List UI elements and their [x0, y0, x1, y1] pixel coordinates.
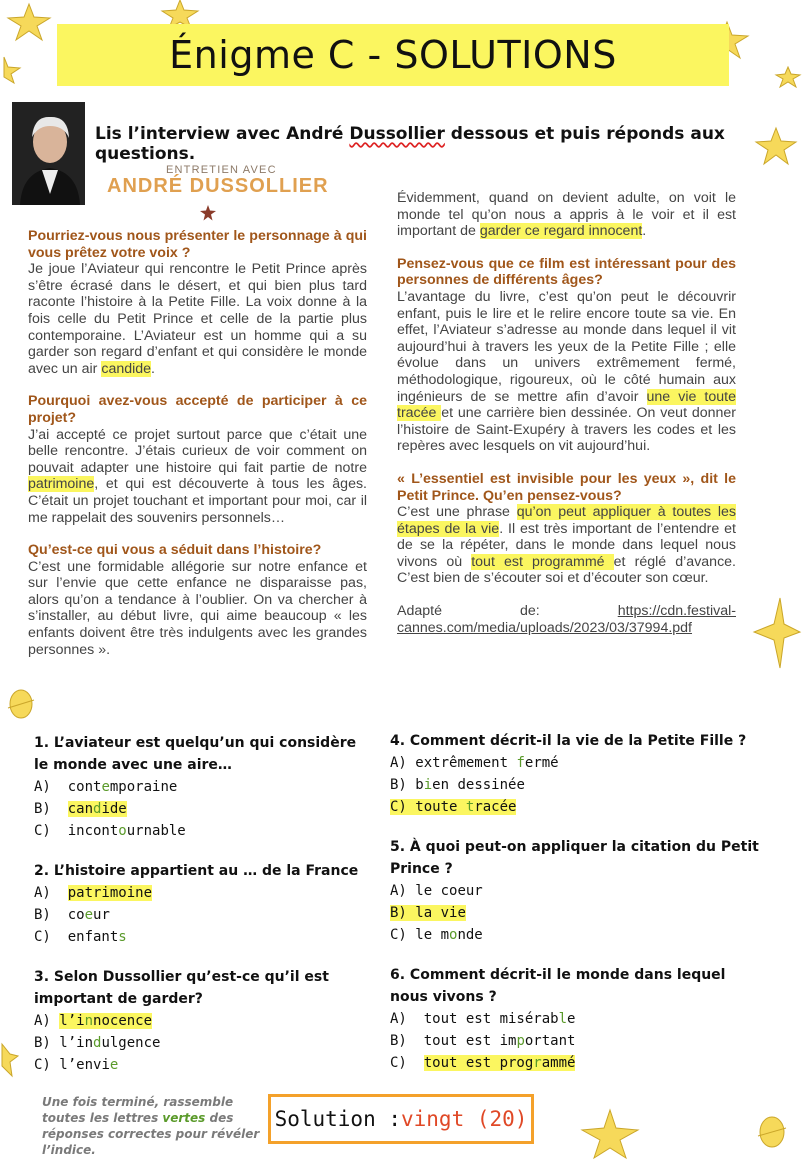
planet-icon [6, 686, 36, 722]
interview-question: Pourquoi avez-vous accepté de participer à ce projet? [28, 393, 367, 426]
portrait-image [12, 102, 85, 205]
answer-option[interactable]: C) le monde [390, 927, 483, 943]
question-text: 1. L’aviateur est quelqu’un qui considère le monde avec une aire… [34, 735, 357, 773]
note-green-word: vertes [162, 1111, 206, 1125]
answer-option[interactable]: B) la vie [390, 905, 466, 921]
star-icon [774, 66, 802, 88]
answer-text: J’ai accepté ce projet surtout parce que c’était une belle rencontre. J’étais curieux de voir comment on pouvait adapter une histoire qui fait partie de notre [28, 426, 367, 476]
question-block [34, 860, 364, 948]
answer-text: et une carrière bien dessinée. On veut donner l’histoire de Saint-Exupéry à travers les codes et les repères avec lesquels on vit aujourd’hui. [397, 405, 736, 455]
answer-text: C’est une phrase [397, 504, 517, 521]
answer-option[interactable]: C) toute tracée [390, 799, 517, 815]
highlight: tout est programmé [471, 553, 614, 570]
instruction-note [42, 1094, 267, 1158]
star-icon [580, 1108, 640, 1160]
answer-text: . [151, 360, 155, 377]
instruction-text: dessous et puis réponds aux questions. [95, 124, 725, 164]
answer-text: et réglé d’avance. C’est bien de s’écouter soi et d’écouter son cœur. [397, 553, 736, 587]
answer-option[interactable]: A) tout est misérable [390, 1011, 576, 1027]
star-icon [0, 1040, 20, 1080]
answer-option[interactable]: B) candide [34, 801, 127, 817]
question-text: 3. Selon Dussollier qu’est-ce qu’il est important de garder? [34, 969, 329, 1007]
interview-question: Qu’est-ce qui vous a séduit dans l’histoire? [28, 542, 322, 559]
solution-label: Solution : [274, 1107, 401, 1131]
solution-box [268, 1094, 534, 1144]
interview-answer [28, 261, 367, 377]
solution-answer: vingt (20) [401, 1107, 528, 1131]
instruction-text: Lis l’interview avec André [95, 124, 350, 144]
answer-option[interactable]: B) coeur [34, 907, 110, 923]
highlight: candide [101, 360, 152, 377]
interview-question: « L’essentiel est invisible pour les yeux », dit le Petit Prince. Qu’en pensez-vous? [397, 470, 736, 504]
answer-option[interactable]: A) patrimoine [34, 885, 153, 901]
star-icon [740, 596, 802, 670]
question-block [390, 836, 760, 946]
question-text: 5. À quoi peut-on appliquer la citation du Petit Prince ? [390, 839, 759, 877]
questions-right [390, 730, 760, 1092]
brand-name: ANDRÉ DUSSOLLIER [107, 175, 329, 197]
source-label: Adapté de: [397, 603, 618, 620]
answer-option[interactable]: C) l’envie [34, 1057, 119, 1073]
highlight: garder ce regard innocent [479, 223, 643, 240]
question-block [34, 966, 364, 1076]
interview-right-column [397, 190, 736, 652]
star-icon [200, 205, 216, 221]
answer-option[interactable]: C) incontournable [34, 823, 186, 839]
answer-text: Je joue l’Aviateur qui rencontre le Petit Prince après s’être écrasé dans le désert, et qui bien plus tard raconte l’histoire à la Petite Fille. La voix donne à la fois celle du Petit Prince et celle de la partie plus contemporaine. L’Aviateur est un homme qui a su garder son regard d’enfant et qui considère le monde avec un air [28, 261, 367, 377]
interview-question: Pourriez-vous nous présenter le personnage à qui vous prêtez votre voix ? [28, 228, 367, 261]
highlight: patrimoine [28, 476, 95, 493]
answer-option[interactable]: A) extrêmement fermé [390, 755, 559, 771]
note-text: Une fois terminé, rassemble toutes les lettres [42, 1095, 234, 1125]
answer-option[interactable]: A) contemporaine [34, 779, 178, 795]
answer-text: Évidemment, quand on devient adulte, on voit le monde tel qu’on nous a appris à le voir et il est important de [397, 190, 736, 240]
question-block [390, 964, 760, 1074]
source-link[interactable]: https://cdn.festival-cannes.com/media/uploads/2023/03/37994.pdf [397, 603, 736, 636]
answer-option[interactable]: A) l’innocence [34, 1013, 153, 1029]
interview-left-column [28, 228, 367, 674]
note-text: des réponses correctes pour révéler l’indice. [42, 1111, 260, 1157]
question-block [34, 732, 364, 842]
interview-answer: C’est une formidable allégorie sur notre enfance et sur l’envie que cette enfance ne disparaisse pas, alors qu’on a tendance à l’oublier. On va chercher à s’installer, au début livre, qui aime beaucoup « les enfants doivent être très indulgents avec les grandes personnes ». [28, 558, 367, 658]
questions-left [34, 732, 364, 1094]
interview-answer [397, 504, 736, 587]
interview-answer [28, 427, 367, 527]
answer-option[interactable]: B) l’indulgence [34, 1035, 161, 1051]
highlight: une vie toute tracée [397, 388, 736, 422]
instruction [95, 124, 802, 164]
page-title: Énigme C - SOLUTIONS [169, 33, 617, 77]
instruction-name: Dussollier [349, 124, 445, 144]
brand-subtitle: ENTRETIEN AVEC [166, 164, 277, 176]
answer-option[interactable]: A) le coeur [390, 883, 483, 899]
title-banner [57, 24, 729, 86]
star-icon [0, 55, 24, 85]
question-text: 4. Comment décrit-il la vie de la Petite Fille ? [390, 733, 747, 749]
answer-text: . Il est très important de l’entendre et de se la répéter, dans le monde dans lequel nous vivons où [397, 520, 736, 570]
source-citation [397, 603, 736, 636]
answer-option[interactable]: B) bien dessinée [390, 777, 525, 793]
question-text: 6. Comment décrit-il le monde dans lequel nous vivons ? [390, 967, 726, 1005]
answer-option[interactable]: C) enfants [34, 929, 127, 945]
answer-text: L’avantage du livre, c’est qu’on peut le découvrir enfant, puis le lire et le relire encore toute sa vie. En effet, l’Aviateur s’adresse au monde dans lequel il vit aujourd’hui à travers les yeux de la Petite Fille ; elle évolue dans un univers extrêmement fermé, méthodologique, rigoureux, où le côté humain aux ingénieurs de se mettre afin d’avoir [397, 288, 736, 405]
question-block [390, 730, 760, 818]
answer-text: . [642, 223, 647, 240]
answer-option[interactable]: B) tout est important [390, 1033, 576, 1049]
interview-answer [397, 289, 736, 455]
star-icon [6, 2, 52, 42]
interview-question: Pensez-vous que ce film est intéressant pour des personnes de différents âges? [397, 255, 736, 289]
interview-answer [397, 190, 736, 240]
answer-text: , et qui est découverte à tous les âges. C’était un projet touchant et important pour moi, car il me rappelait des souvenirs personnels… [28, 476, 367, 526]
planet-icon [756, 1112, 788, 1152]
highlight: qu’on peut appliquer à toutes les étapes de la vie [397, 504, 736, 537]
portrait-photo [12, 102, 85, 205]
question-text: 2. L’histoire appartient au … de la France [34, 863, 359, 879]
answer-option[interactable]: C) tout est programmé [390, 1055, 576, 1071]
